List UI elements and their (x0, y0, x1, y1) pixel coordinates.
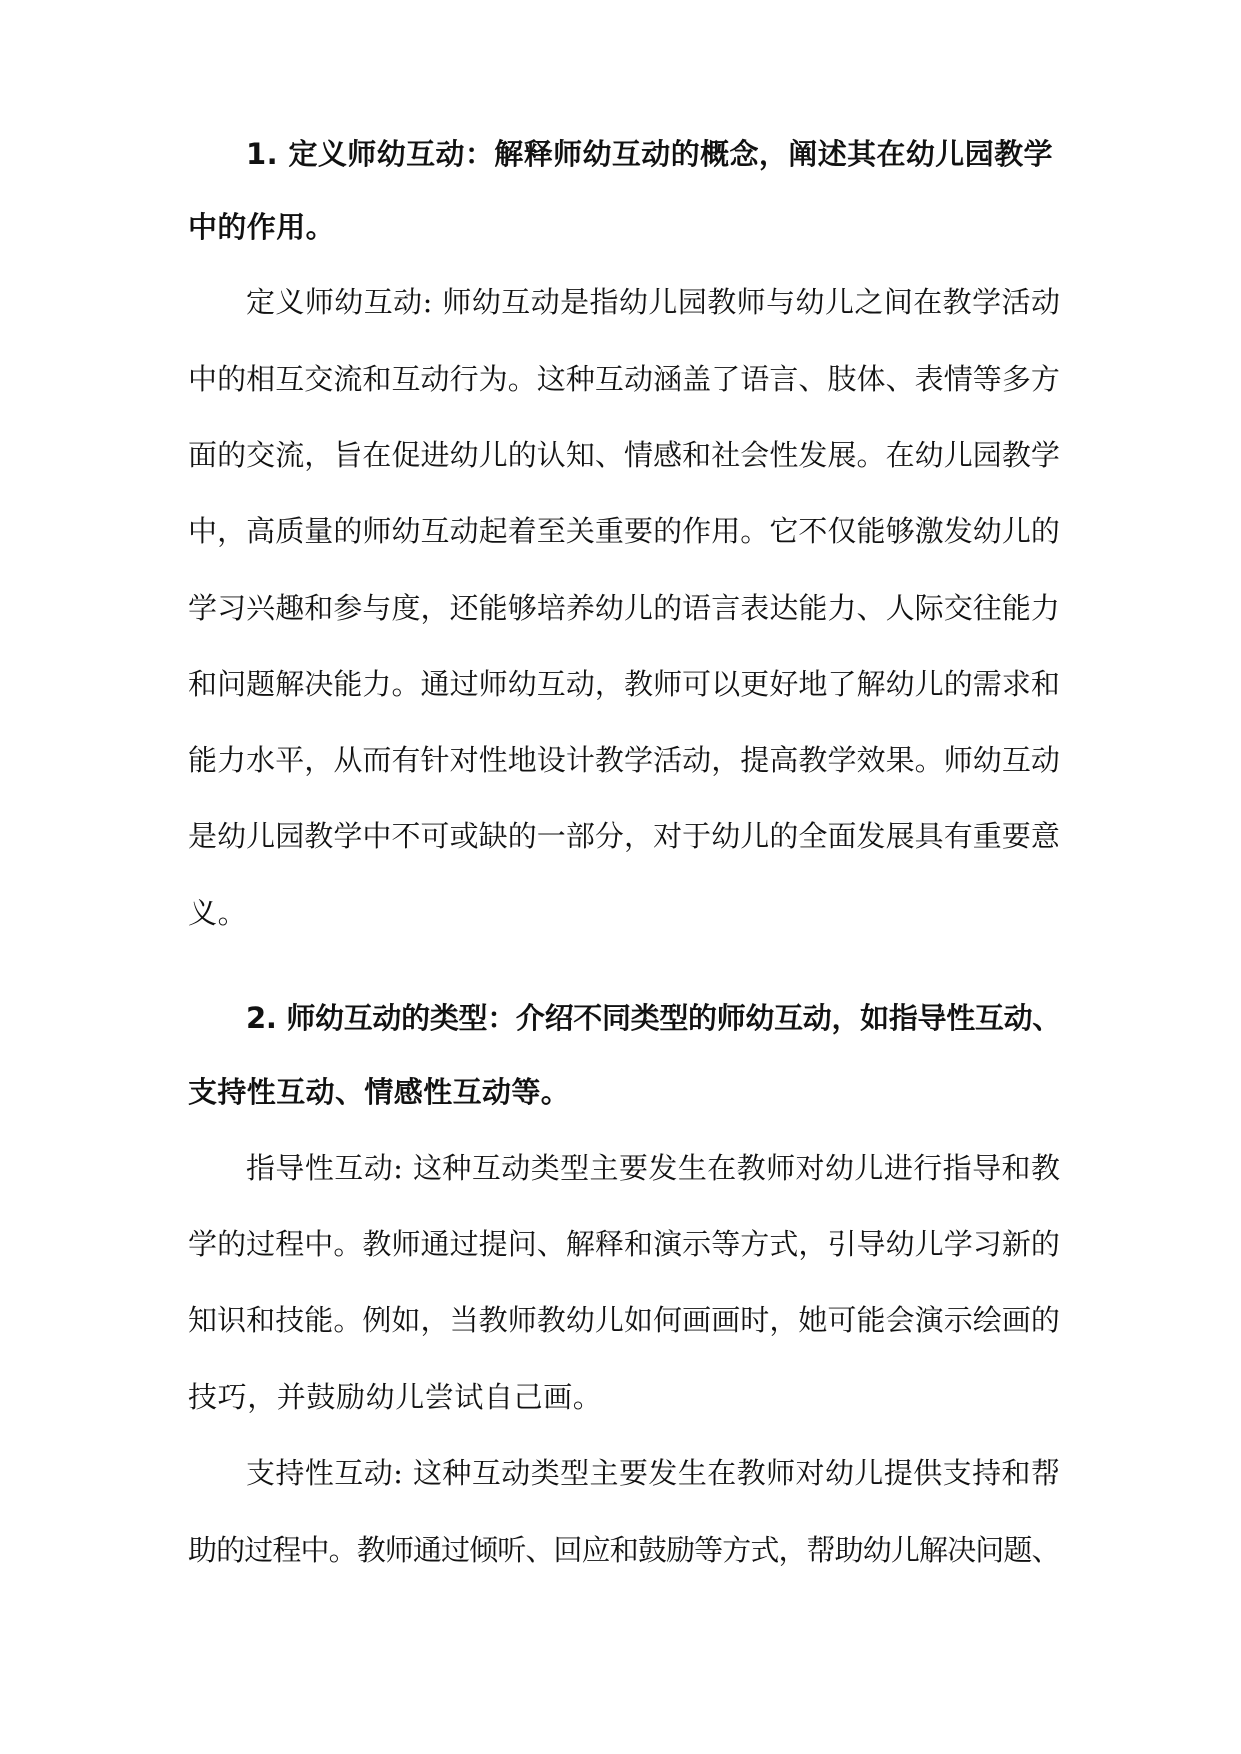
section2-para2-line1: 支持性互动: 这种互动类型主要发生在教师对幼儿提供支持和帮 (246, 1456, 1061, 1490)
section1-body-line2: 中的相互交流和互动行为。这种互动涵盖了语言、肢体、表情等多方 (188, 362, 1061, 396)
section1-heading-line2: 中的作用。 (188, 210, 336, 244)
section2-heading-line1: 2. 师幼互动的类型：介绍不同类型的师幼互动，如指导性互动、 (246, 1001, 1062, 1035)
section1-body-line6: 和问题解决能力。通过师幼互动，教师可以更好地了解幼儿的需求和 (188, 667, 1061, 701)
section1-body-line8: 是幼儿园教学中不可或缺的一部分，对于幼儿的全面发展具有重要意 (188, 819, 1061, 853)
section1-body-line1: 定义师幼互动: 师幼互动是指幼儿园教师与幼儿之间在教学活动 (246, 285, 1061, 319)
section1-body-line3: 面的交流，旨在促进幼儿的认知、情感和社会性发展。在幼儿园教学 (188, 438, 1061, 472)
section2-para1-line2: 学的过程中。教师通过提问、解释和演示等方式，引导幼儿学习新的 (188, 1227, 1061, 1261)
section1-body-line5: 学习兴趣和参与度，还能够培养幼儿的语言表达能力、人际交往能力 (188, 591, 1061, 625)
section2-para2-line2: 助的过程中。教师通过倾听、回应和鼓励等方式，帮助幼儿解决问题、 (188, 1533, 1060, 1567)
section1-body-line7: 能力水平，从而有针对性地设计教学活动，提高教学效果。师幼互动 (188, 743, 1061, 777)
section2-heading-line2: 支持性互动、情感性互动等。 (188, 1075, 571, 1109)
section1-heading-line1: 1. 定义师幼互动：解释师幼互动的概念，阐述其在幼儿园教学 (246, 137, 1053, 171)
section1-body-line9: 义。 (188, 896, 248, 930)
section2-para1-line4: 技巧，并鼓励幼儿尝试自己画。 (188, 1380, 603, 1414)
section2-para1-line1: 指导性互动: 这种互动类型主要发生在教师对幼儿进行指导和教 (246, 1151, 1061, 1185)
section2-para1-line3: 知识和技能。例如，当教师教幼儿如何画画时，她可能会演示绘画的 (188, 1303, 1061, 1337)
section1-body-line4: 中，高质量的师幼互动起着至关重要的作用。它不仅能够激发幼儿的 (188, 514, 1061, 548)
